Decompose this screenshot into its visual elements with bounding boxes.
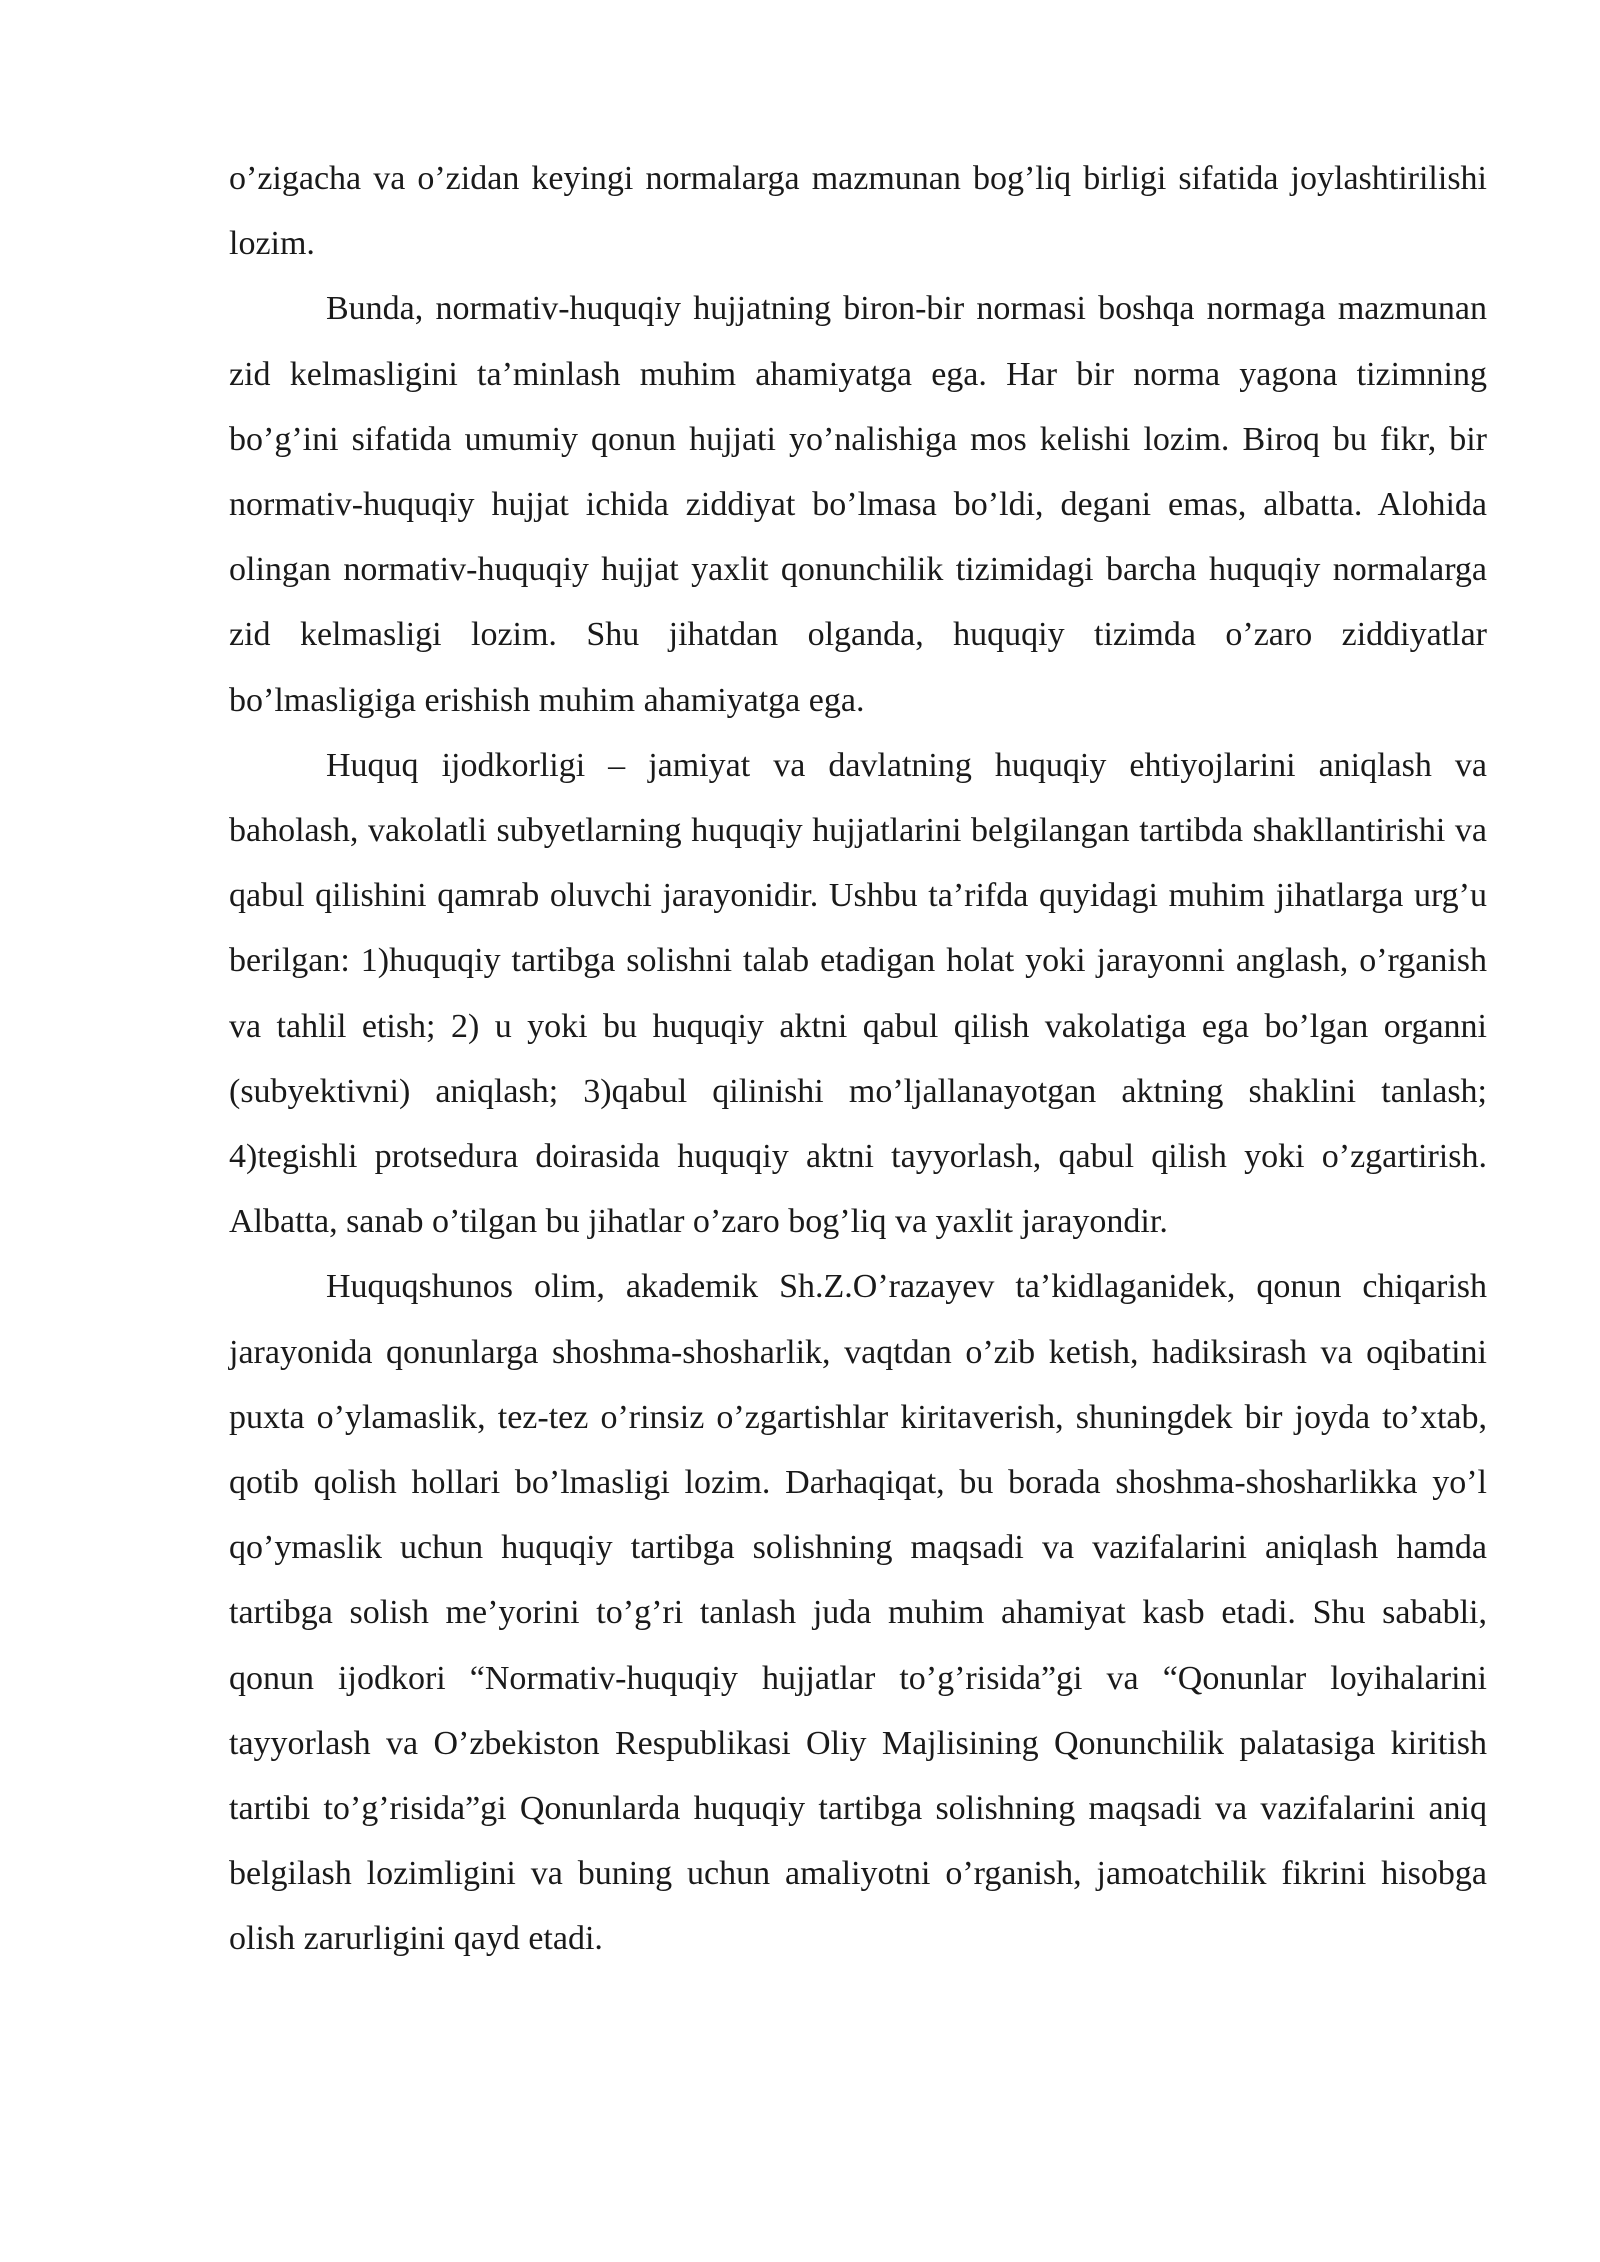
paragraph-continuation: o’zigacha va o’zidan keyingi normalarga mazmunan bog’liq birligi sifatida joylashtirilishi lozim. — [229, 160, 1487, 263]
document-body — [229, 146, 1487, 1972]
paragraph-legislative-process: Huquqshunos olim, akademik Sh.Z.O’razayev ta’kidlaganidek, qonun chiqarish jarayonida qonunlarga shoshma-shosharlik, vaqtdan o’zib ketish, hadiksirash va oqibatini puxta o’ylamaslik, tez-tez o’rinsiz o’zgartishlar kiritaverish, shuningdek bir joyda to’xtab, qotib qolish hollari bo’lmasligi lozim. Darhaqiqat, bu borada shoshma-shosharlikka yo’l qo’ymaslik uchun huquqiy tartibga solishning maqsadi va vazifalarini aniqlash hamda tartibga solish me’yorini to’g’ri tanlash juda muhim ahamiyat kasb etadi. Shu sababli, qonun ijodkori “Normativ-huquqiy hujjatlar to’g’risida”gi va “Qonunlar loyihalarini tayyorlash va O’zbekiston Respublikasi Oliy Majlisining Qonunchilik palatasiga kiritish tartibi to’g’risida”gi Qonunlarda huquqiy tartibga solishning maqsadi va vazifalarini aniq belgilash lozimligini va buning uchun amaliyotni o’rganish, jamoatchilik fikrini hisobga olish zarurligini qayd etadi. — [229, 1268, 1487, 1958]
paragraph-law-making-definition: Huquq ijodkorligi – jamiyat va davlatning huquqiy ehtiyojlarini aniqlash va baholash, vakolatli subyetlarning huquqiy hujjatlarini belgilangan tartibda shakllantirishi va qabul qilishini qamrab oluvchi jarayonidir. Ushbu ta’rifda quyidagi muhim jihatlarga urg’u berilgan: 1)huquqiy tartibga solishni talab etadigan holat yoki jarayonni anglash, o’rganish va tahlil etish; 2) u yoki bu huquqiy aktni qabul qilish vakolatiga ega bo’lgan organni (subyektivni) aniqlash; 3)qabul qilinishi mo’ljallanayotgan aktning shaklini tanlash; 4)tegishli protsedura doirasida huquqiy aktni tayyorlash, qabul qilish yoki o’zgartirish. Albatta, sanab o’tilgan bu jihatlar o’zaro bog’liq va yaxlit jarayondir. — [229, 746, 1487, 1241]
paragraph-norm-consistency: Bunda, normativ-huquqiy hujjatning biron-bir normasi boshqa normaga mazmunan zid kelmasligini ta’minlash muhim ahamiyatga ega. Har bir norma yagona tizimning bo’g’ini sifatida umumiy qonun hujjati yo’nalishiga mos kelishi lozim. Biroq bu fikr, bir normativ-huquqiy hujjat ichida ziddiyat bo’lmasa bo’ldi, degani emas, albatta. Alohida olingan normativ-huquqiy hujjat yaxlit qonunchilik tizimidagi barcha huquqiy normalarga zid kelmasligi lozim. Shu jihatdan olganda, huquqiy tizimda o’zaro ziddiyatlar bo’lmasligiga erishish muhim ahamiyatga ega. — [229, 290, 1487, 719]
